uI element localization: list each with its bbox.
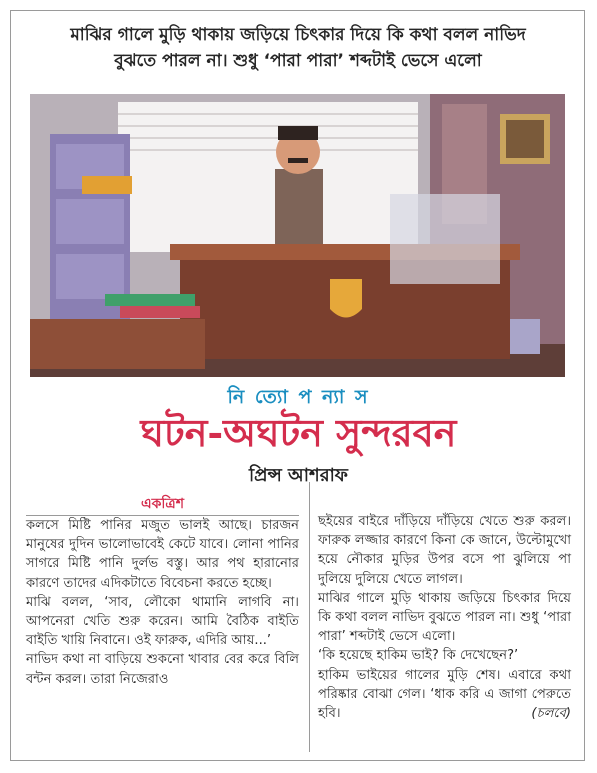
left-column — [26, 482, 299, 752]
paragraph — [318, 666, 571, 724]
paragraph: নাভিদ কথা না বাড়িয়ে শুকনো খাবার বের করে বিলি বন্টন করল। তারা নিজেরাও — [26, 652, 299, 687]
headline-line-2: বুঝতে পারল না। শুধু ‘পারা পারা’ শব্দটাই ভেসে এলো — [114, 51, 482, 71]
headline — [18, 22, 578, 74]
paragraph-text: হাকিম ভাইয়ের গালের মুড়ি শেষ। এবারে কথা পরিষ্কার বোঝা গেল। ‘ধাক করি এ জাগা পেরুতে হবি। — [318, 667, 571, 722]
headline-line-1: মাঝির গালে মুড়ি থাকায় জড়িয়ে চিৎকার দিয়ে কি কথা বলল নাভিদ — [70, 25, 526, 45]
author-name: প্রিন্স আশরাফ — [249, 465, 348, 486]
series-label: নি ত্যো প ন্যা স — [227, 386, 370, 408]
office-illustration — [30, 94, 565, 377]
right-column — [309, 482, 571, 752]
paragraph: ‘কি হয়েছে হাকিম ভাই? কি দেখেছেন?’ — [318, 648, 519, 664]
paragraph: মাঝির গালে মুড়ি থাকায় জড়িয়ে চিৎকার দিয়ে কি কথা বলল নাভিদ বুঝতে পারল না। শুধু ‘পারা পারা’ শব্দটাই ভেসে এলো। — [318, 590, 571, 645]
paragraph: ছইয়ের বাইরে দাঁড়িয়ে দাঁড়িয়ে খেতে শুরু করল। ফারুক লজ্জার কারণে কিনা কে জানে, উল্টোমুখো হয়ে নৌকার মুড়ির উপর বসে পা ঝুলিয়ে পা দুলিয়ে দুলিয়ে খেতে লাগল। — [318, 514, 571, 587]
continued-label: (চলবে) — [531, 706, 571, 722]
chapter-heading: একত্রিশ — [26, 494, 299, 516]
paragraph: মাঝি বলল, ‘সাব, লৌকো থামানি লাগবি না। আপনেরা খেতি শুরু করেন। আমি বৈঠিক বাইতি বাইতি খায়ি নিবানে। ওই ফারুক, এদিরি আয়...’ — [26, 594, 299, 649]
paragraph: কলসে মিষ্টি পানির মজুত ভালই আছে। চারজন মানুষের দুদিন ভালোভাবেই কেটে যাবে। লোনা পানির সাগরে মিষ্টি পানি দুর্লভ বস্তু। আর পথ হারানোর কারণে তাদের এদিকটাতে বিবেচনা করতে হচ্ছে। — [26, 518, 299, 591]
story-title: ঘটন-অঘটন সুন্দরবন — [140, 410, 457, 455]
